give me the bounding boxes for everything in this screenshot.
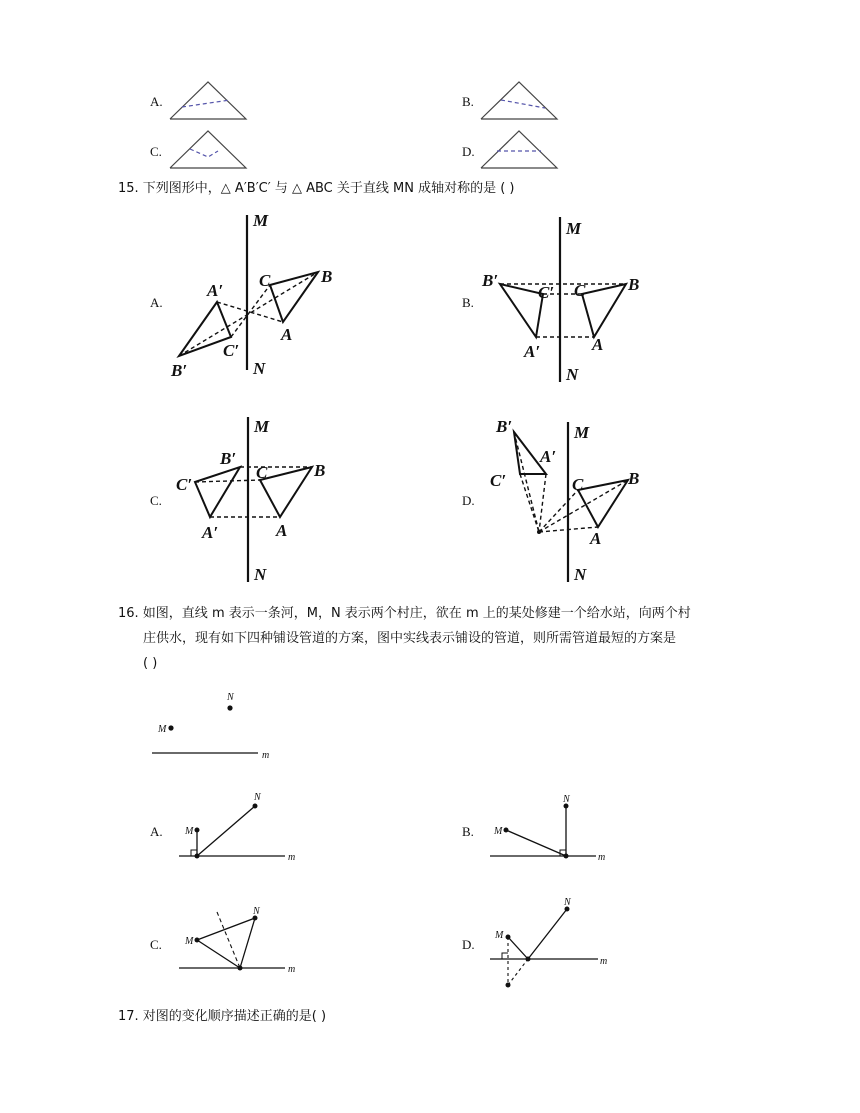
svg-text:N: N: [253, 906, 260, 917]
q15-option-b-label[interactable]: B.: [462, 295, 474, 310]
q16-option-b-figure: [486, 790, 616, 870]
svg-text:M: M: [494, 826, 503, 837]
svg-text:C′: C′: [538, 283, 555, 302]
svg-text:A′: A′: [207, 281, 224, 300]
q15-option-c-label[interactable]: C.: [150, 493, 162, 508]
q14-option-b-label[interactable]: B.: [462, 94, 474, 109]
q15a-label-m: M: [253, 211, 269, 230]
q16-stem-line-3: ( ): [143, 656, 158, 671]
svg-text:B: B: [314, 461, 326, 480]
svg-text:N: N: [254, 792, 261, 803]
svg-text:N: N: [564, 897, 571, 908]
svg-text:m: m: [288, 852, 296, 863]
svg-text:m: m: [288, 964, 296, 975]
svg-text:M: M: [254, 417, 270, 436]
svg-text:N: N: [227, 692, 234, 703]
svg-text:C′: C′: [490, 471, 507, 490]
svg-text:B′: B′: [482, 271, 499, 290]
q14-option-d-figure: [479, 129, 561, 171]
svg-text:M: M: [566, 219, 582, 238]
svg-text:C′: C′: [223, 341, 240, 360]
svg-text:B′: B′: [171, 361, 188, 380]
svg-text:A′: A′: [524, 342, 541, 361]
q16-option-d-label[interactable]: D.: [462, 937, 475, 952]
q16-stem-line-1: 16. 如图，直线 m 表示一条河，M，N 表示两个村庄，欲在 m 上的某处修建一个给水站，向两个村: [118, 606, 691, 621]
svg-text:m: m: [600, 956, 608, 967]
q15-option-d-figure: [490, 412, 660, 587]
svg-text:B′: B′: [496, 417, 513, 436]
q16-stem-line-2: 庄供水，现有如下四种铺设管道的方案，图中实线表示铺设的管道，则所需管道最短的方案是: [143, 631, 677, 646]
svg-text:C′: C′: [176, 475, 193, 494]
q14-option-c-label[interactable]: C.: [150, 144, 162, 159]
q15-option-a-label[interactable]: A.: [150, 295, 163, 310]
q16-option-a-label[interactable]: A.: [150, 824, 163, 839]
q17-stem: 17. 对图的变化顺序描述正确的是( ): [118, 1009, 327, 1024]
svg-text:A′: A′: [202, 523, 219, 542]
q16-option-c-label[interactable]: C.: [150, 937, 162, 952]
q16-option-b-label[interactable]: B.: [462, 824, 474, 839]
svg-text:B: B: [321, 267, 333, 286]
q15a-label-n: N: [253, 359, 266, 378]
svg-text:B: B: [628, 469, 640, 488]
svg-text:m: m: [598, 852, 606, 863]
q14-option-c-figure: [168, 129, 250, 171]
q14-option-a-label[interactable]: A.: [150, 94, 163, 109]
q16-option-c-figure: [175, 902, 305, 982]
svg-text:A: A: [592, 335, 604, 354]
svg-text:N: N: [563, 794, 570, 805]
svg-text:A: A: [281, 325, 293, 344]
svg-text:C: C: [256, 463, 268, 482]
svg-text:A: A: [276, 521, 288, 540]
svg-text:A: A: [590, 529, 602, 548]
svg-text:C: C: [259, 271, 271, 290]
svg-text:B′: B′: [220, 449, 237, 468]
svg-text:M: M: [185, 936, 194, 947]
q14-option-d-label[interactable]: D.: [462, 144, 475, 159]
svg-text:M: M: [574, 423, 590, 442]
svg-text:C: C: [574, 281, 586, 300]
svg-text:N: N: [566, 365, 579, 384]
svg-text:N: N: [574, 565, 587, 584]
svg-text:M: M: [158, 724, 167, 735]
q14-option-a-figure: [168, 80, 250, 122]
svg-text:m: m: [262, 750, 270, 761]
q15-option-b-figure: [478, 212, 668, 387]
svg-text:C: C: [572, 475, 584, 494]
svg-text:B: B: [628, 275, 640, 294]
q15-option-d-label[interactable]: D.: [462, 493, 475, 508]
q16-base-figure: [148, 688, 278, 764]
svg-text:N: N: [254, 565, 267, 584]
svg-text:M: M: [495, 930, 504, 941]
q15-stem: 15. 下列图形中，△ A′B′C′ 与 △ ABC 关于直线 MN 成轴对称的是 ( ): [118, 181, 515, 196]
q15-option-c-figure: [170, 412, 350, 587]
q16-option-a-figure: [175, 790, 305, 870]
q14-option-b-figure: [479, 80, 561, 122]
svg-text:M: M: [185, 826, 194, 837]
q16-option-d-figure: [486, 895, 616, 995]
svg-text:A′: A′: [540, 447, 557, 466]
q15-option-a-figure: [165, 210, 350, 385]
